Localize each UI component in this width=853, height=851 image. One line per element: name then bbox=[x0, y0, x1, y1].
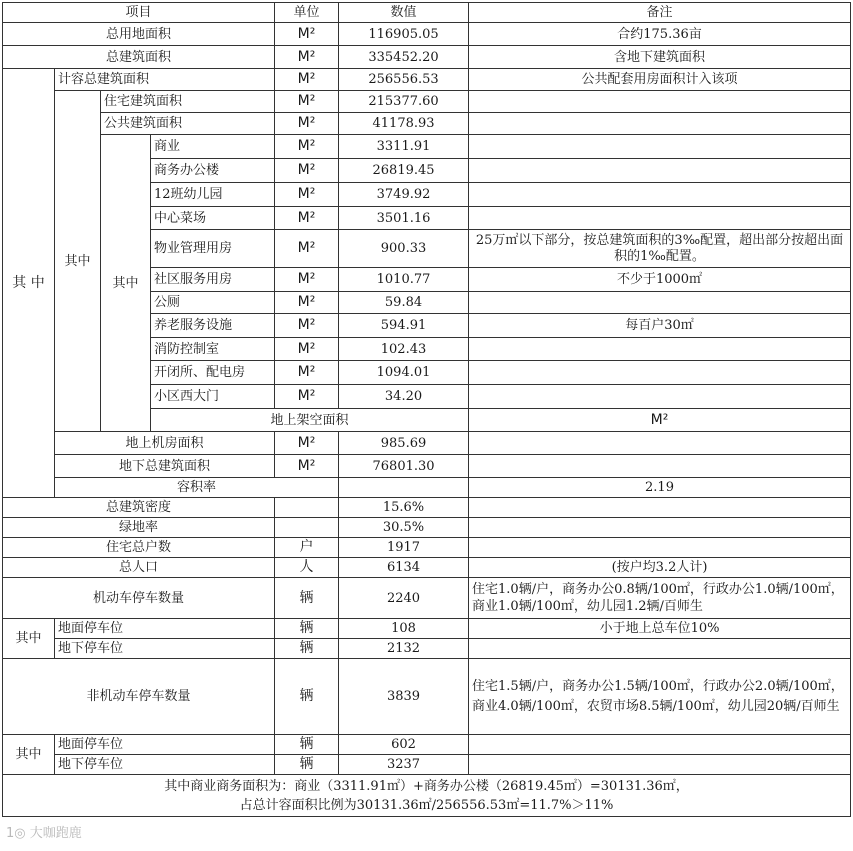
group-label: 其中 bbox=[3, 735, 55, 775]
row-value: 59.84 bbox=[339, 292, 469, 314]
row-label: 养老服务设施 bbox=[151, 314, 275, 338]
row-unit: M² bbox=[275, 183, 339, 207]
row-value: 1917 bbox=[339, 538, 469, 558]
row-note bbox=[469, 159, 851, 183]
table-row bbox=[3, 113, 851, 135]
row-note bbox=[469, 183, 851, 207]
row-value: 335452.20 bbox=[339, 46, 469, 69]
watermark: 1◎ 大咖跑鹿 bbox=[6, 826, 82, 841]
row-value: 3311.91 bbox=[339, 135, 469, 159]
table-row bbox=[3, 755, 851, 775]
row-label: 商业 bbox=[151, 135, 275, 159]
table-row bbox=[3, 578, 851, 619]
header-item: 项目 bbox=[3, 3, 275, 23]
header-note: 备注 bbox=[469, 3, 851, 23]
table-row bbox=[3, 478, 851, 498]
header-value: 数值 bbox=[339, 3, 469, 23]
row-unit bbox=[275, 518, 339, 538]
row-unit: M² bbox=[275, 268, 339, 292]
row-unit: M² bbox=[275, 338, 339, 361]
row-note: 小于地上总车位10% bbox=[469, 619, 851, 639]
table-row bbox=[3, 558, 851, 578]
row-note bbox=[469, 455, 851, 478]
row-value: 2240 bbox=[339, 578, 469, 619]
row-note: 不少于1000㎡ bbox=[469, 268, 851, 292]
row-value: 594.91 bbox=[339, 314, 469, 338]
row-note bbox=[469, 135, 851, 159]
row-value: 3237 bbox=[339, 755, 469, 775]
row-note bbox=[469, 735, 851, 755]
row-value: 900.33 bbox=[339, 230, 469, 268]
row-unit: M² bbox=[275, 23, 339, 46]
row-value: 102.43 bbox=[339, 338, 469, 361]
row-note: 每百户30㎡ bbox=[469, 314, 851, 338]
row-note bbox=[469, 338, 851, 361]
row-label: 中心菜场 bbox=[151, 207, 275, 230]
row-label: 地下停车位 bbox=[55, 639, 275, 659]
row-label: 容积率 bbox=[55, 478, 339, 498]
row-value: 41178.93 bbox=[339, 113, 469, 135]
row-value: 215377.60 bbox=[339, 91, 469, 113]
table-row bbox=[3, 432, 851, 455]
row-value: 3839 bbox=[339, 659, 469, 735]
row-value: 6134 bbox=[339, 558, 469, 578]
row-label: 非机动车停车数量 bbox=[3, 659, 275, 735]
row-value: 1010.77 bbox=[339, 268, 469, 292]
row-unit: M² bbox=[275, 113, 339, 135]
table-row bbox=[3, 91, 851, 113]
row-value: 1094.01 bbox=[339, 361, 469, 385]
row-label: 总建筑面积 bbox=[3, 46, 275, 69]
row-note: 25万㎡以下部分，按总建筑面积的3‰配置，超出部分按超出面积的1‰配置。 bbox=[469, 230, 851, 268]
table-row bbox=[3, 69, 851, 91]
table-row bbox=[3, 23, 851, 46]
row-unit: M² bbox=[275, 135, 339, 159]
row-value: 2132 bbox=[339, 639, 469, 659]
row-note bbox=[469, 207, 851, 230]
row-value: 2.19 bbox=[469, 478, 851, 498]
row-note bbox=[469, 432, 851, 455]
row-value: 3749.92 bbox=[339, 183, 469, 207]
row-note bbox=[469, 91, 851, 113]
row-unit: 辆 bbox=[275, 639, 339, 659]
row-label: 机动车停车数量 bbox=[3, 578, 275, 619]
row-label: 小区西大门 bbox=[151, 385, 275, 409]
group-label: 其中 bbox=[101, 135, 151, 432]
table-row bbox=[3, 455, 851, 478]
row-label: 计容总建筑面积 bbox=[55, 69, 275, 91]
row-label: 公厕 bbox=[151, 292, 275, 314]
table-header bbox=[3, 3, 851, 23]
row-label: 总人口 bbox=[3, 558, 275, 578]
row-unit: 辆 bbox=[275, 735, 339, 755]
row-unit: M² bbox=[275, 361, 339, 385]
row-label: 总建筑密度 bbox=[3, 498, 275, 518]
row-note: 住宅1.0辆/户，商务办公0.8辆/100㎡，行政办公1.0辆/100㎡，商业1.0辆/100㎡，幼儿园1.2辆/百师生 bbox=[469, 578, 851, 619]
row-note bbox=[469, 518, 851, 538]
row-label: 公共建筑面积 bbox=[101, 113, 275, 135]
row-label: 地上机房面积 bbox=[55, 432, 275, 455]
table-row bbox=[3, 659, 851, 735]
row-note bbox=[469, 113, 851, 135]
table-row bbox=[3, 498, 851, 518]
row-value: 602 bbox=[339, 735, 469, 755]
footer-line-1: 其中商业商务面积为：商业（3311.91㎡）+商务办公楼（26819.45㎡）=30131.36㎡， bbox=[164, 778, 689, 794]
row-unit: M² bbox=[275, 207, 339, 230]
row-label: 地面停车位 bbox=[55, 619, 275, 639]
group-label-vertical: 其 中 bbox=[3, 69, 55, 498]
row-unit: 辆 bbox=[275, 755, 339, 775]
row-label: 消防控制室 bbox=[151, 338, 275, 361]
row-value: 76801.30 bbox=[339, 455, 469, 478]
row-label: 开闭所、配电房 bbox=[151, 361, 275, 385]
row-unit: M² bbox=[275, 455, 339, 478]
row-unit: 辆 bbox=[275, 578, 339, 619]
row-note: 住宅1.5辆/户，商务办公1.5辆/100㎡，行政办公2.0辆/100㎡，商业4.0辆/100㎡，农贸市场8.5辆/100㎡，幼儿园20辆/百师生 bbox=[469, 659, 851, 735]
row-label: 地下总建筑面积 bbox=[55, 455, 275, 478]
row-label: 物业管理用房 bbox=[151, 230, 275, 268]
row-unit: 人 bbox=[275, 558, 339, 578]
footer-line-2: 占总计容面积比例为30131.36㎡/256556.53㎡=11.7%＞11% bbox=[239, 797, 614, 813]
row-unit: M² bbox=[275, 91, 339, 113]
row-note bbox=[469, 361, 851, 385]
row-note: 含地下建筑面积 bbox=[469, 46, 851, 69]
indicator-table bbox=[2, 2, 851, 817]
table-row bbox=[3, 135, 851, 159]
table-row bbox=[3, 518, 851, 538]
row-unit: M² bbox=[469, 409, 851, 432]
footer-note bbox=[3, 775, 851, 817]
row-unit: M² bbox=[275, 230, 339, 268]
row-label: 地下停车位 bbox=[55, 755, 275, 775]
row-unit: 户 bbox=[275, 538, 339, 558]
header-unit: 单位 bbox=[275, 3, 339, 23]
row-note bbox=[469, 498, 851, 518]
row-value: 256556.53 bbox=[339, 69, 469, 91]
row-label: 商务办公楼 bbox=[151, 159, 275, 183]
row-label: 12班幼儿园 bbox=[151, 183, 275, 207]
row-label: 总用地面积 bbox=[3, 23, 275, 46]
row-label: 住宅建筑面积 bbox=[101, 91, 275, 113]
row-unit: M² bbox=[275, 292, 339, 314]
row-value: 116905.05 bbox=[339, 23, 469, 46]
row-unit: 辆 bbox=[275, 619, 339, 639]
row-value: 26819.45 bbox=[339, 159, 469, 183]
row-unit bbox=[275, 498, 339, 518]
row-value: 3501.16 bbox=[339, 207, 469, 230]
row-note: 公共配套用房面积计入该项 bbox=[469, 69, 851, 91]
row-label: 住宅总户数 bbox=[3, 538, 275, 558]
row-note bbox=[469, 538, 851, 558]
row-label: 绿地率 bbox=[3, 518, 275, 538]
row-unit: 辆 bbox=[275, 659, 339, 735]
row-value: 985.69 bbox=[339, 432, 469, 455]
group-label: 其中 bbox=[3, 619, 55, 659]
row-unit: M² bbox=[275, 314, 339, 338]
row-note bbox=[469, 385, 851, 409]
row-note bbox=[469, 639, 851, 659]
table-row bbox=[3, 538, 851, 558]
row-unit: M² bbox=[275, 159, 339, 183]
row-value: 34.20 bbox=[339, 385, 469, 409]
row-value: 15.6% bbox=[339, 498, 469, 518]
row-note: 合约175.36亩 bbox=[469, 23, 851, 46]
row-value: 30.5% bbox=[339, 518, 469, 538]
row-unit bbox=[339, 478, 469, 498]
table-row bbox=[3, 735, 851, 755]
table-row bbox=[3, 639, 851, 659]
row-label: 地上架空面积 bbox=[151, 409, 469, 432]
row-unit: M² bbox=[275, 46, 339, 69]
table-row bbox=[3, 619, 851, 639]
table-footer bbox=[3, 775, 851, 817]
row-unit: M² bbox=[275, 432, 339, 455]
row-note bbox=[469, 292, 851, 314]
row-unit: M² bbox=[275, 69, 339, 91]
row-note: (按户均3.2人计) bbox=[469, 558, 851, 578]
row-label: 地面停车位 bbox=[55, 735, 275, 755]
group-label: 其中 bbox=[55, 91, 101, 432]
row-note bbox=[469, 755, 851, 775]
row-label: 社区服务用房 bbox=[151, 268, 275, 292]
row-unit: M² bbox=[275, 385, 339, 409]
row-value: 108 bbox=[339, 619, 469, 639]
table-row bbox=[3, 46, 851, 69]
